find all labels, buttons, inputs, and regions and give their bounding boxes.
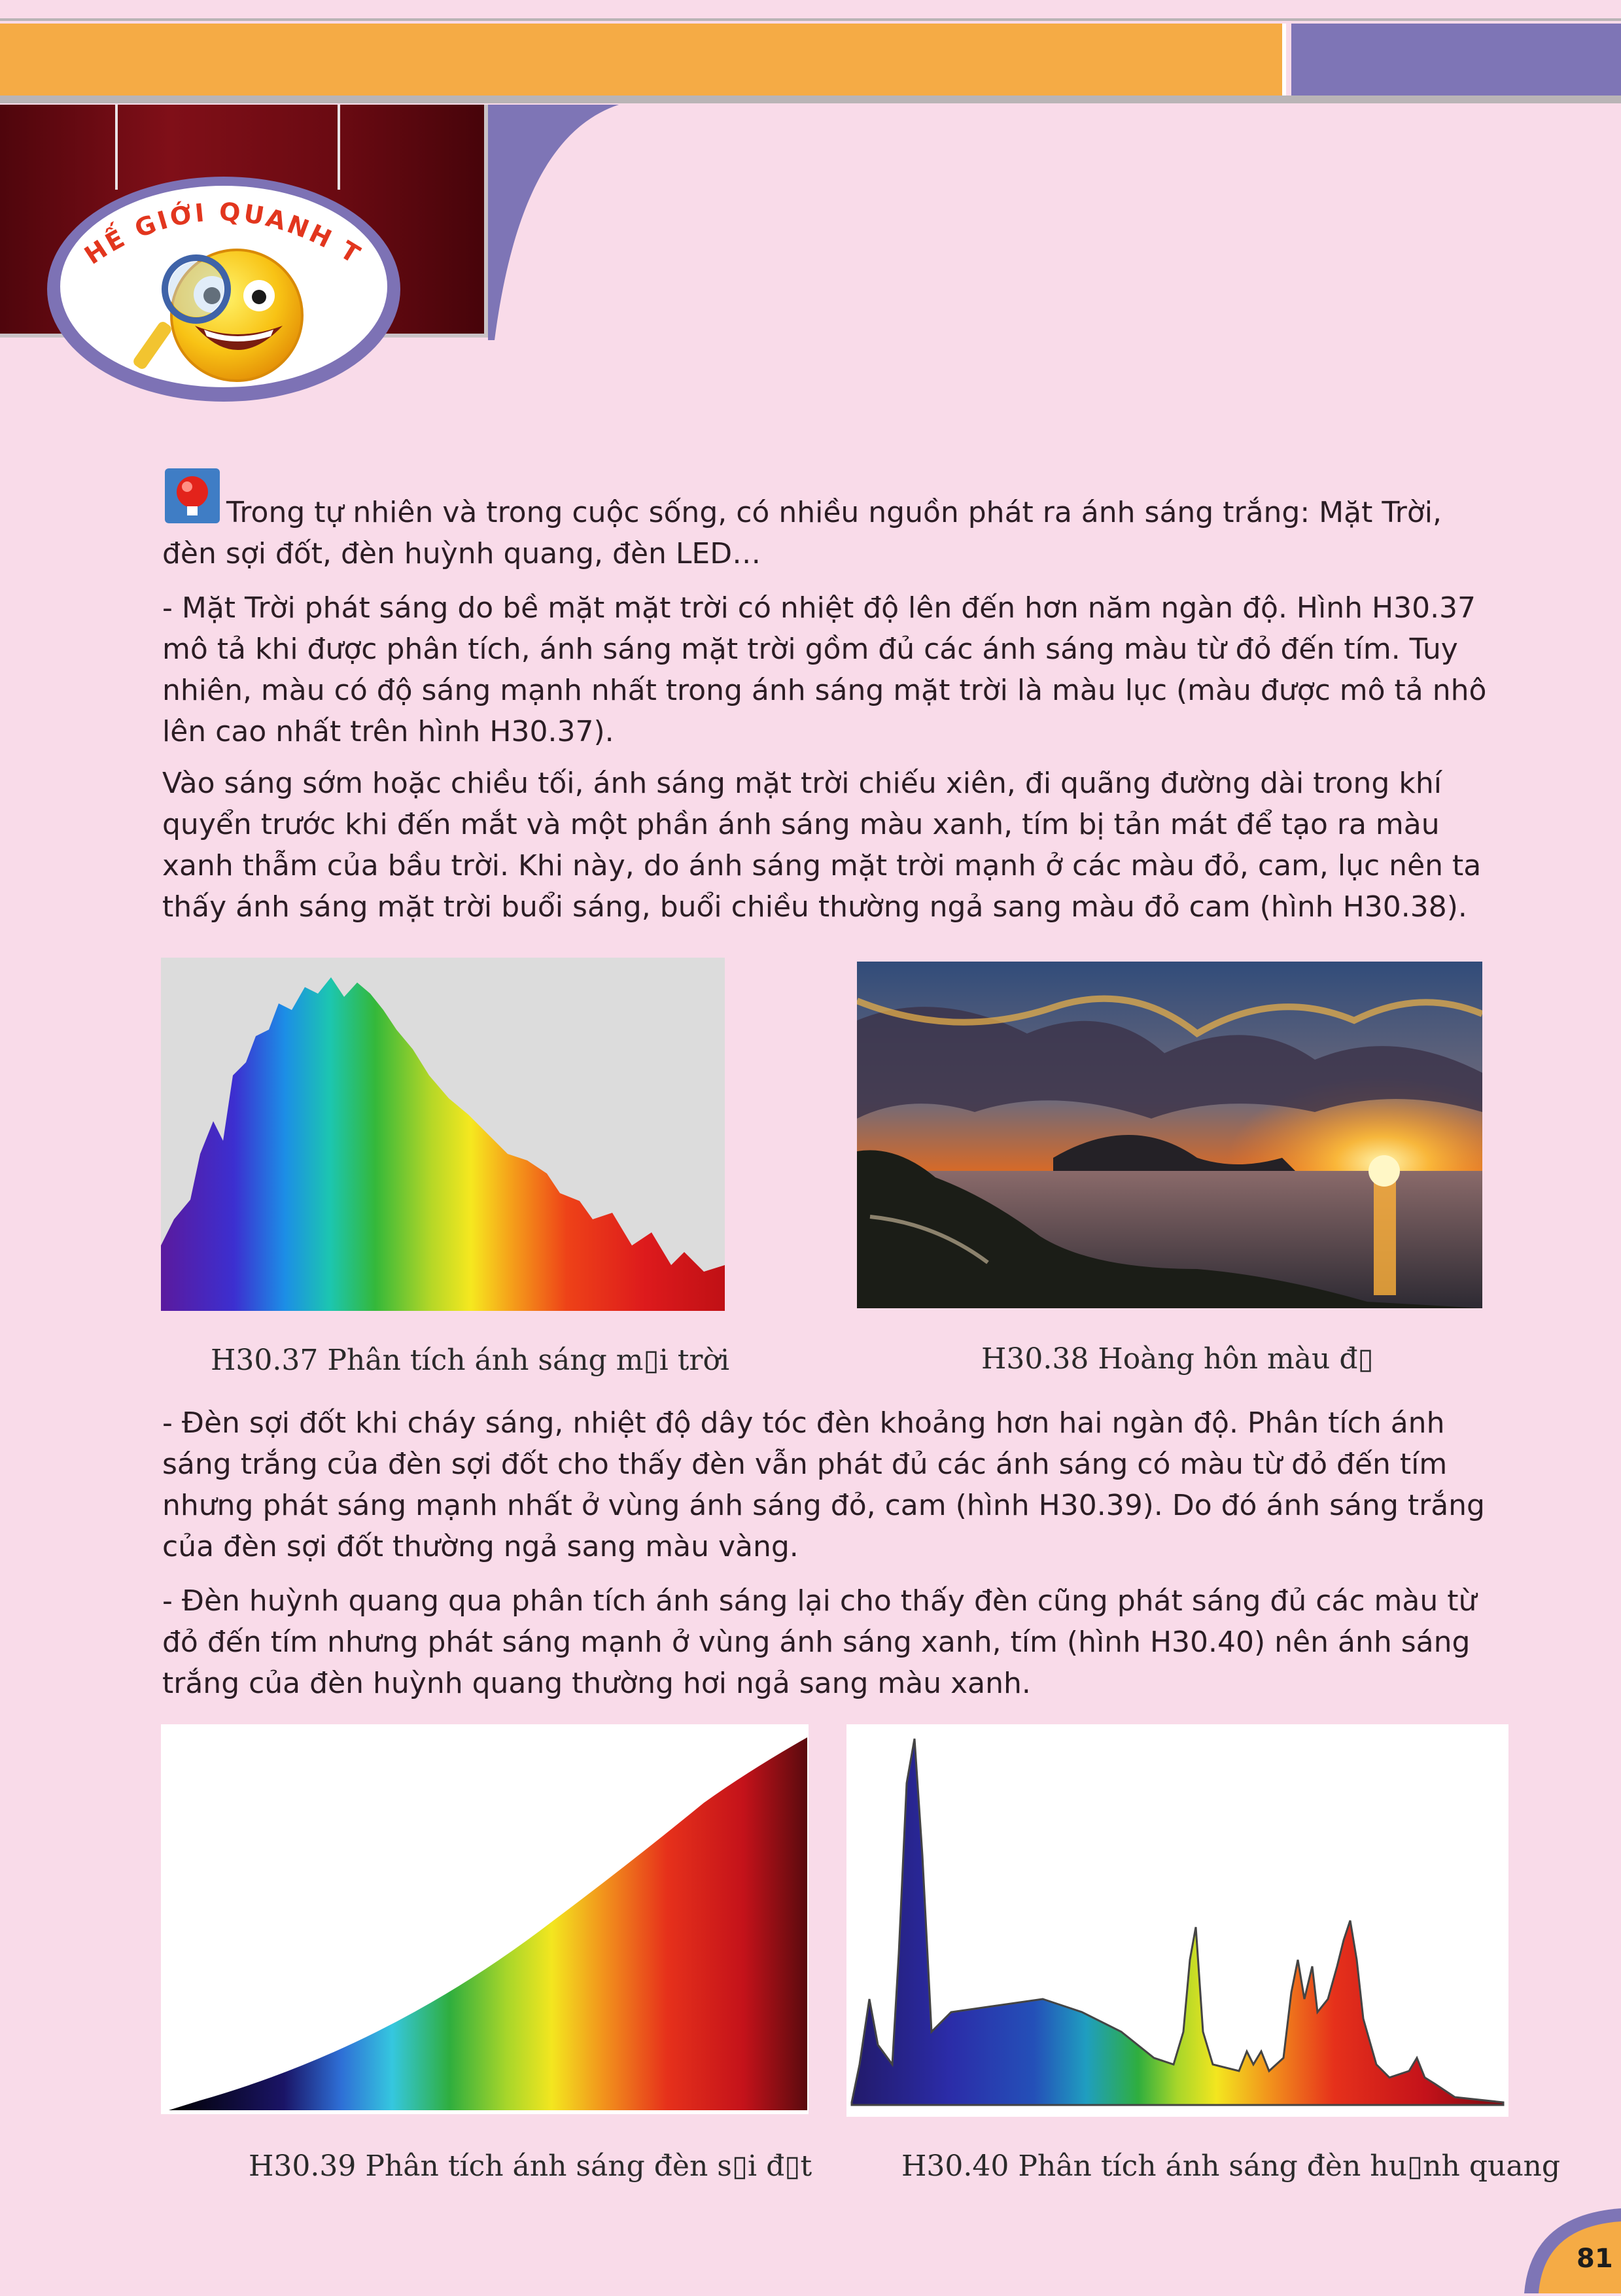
page-number: 81 [1577,2244,1613,2274]
caption-fig37: H30.37 Phân tích ánh sáng m▯i trời [211,1344,730,1377]
figure-incandescent-spectrum [161,1724,809,2114]
caption-fig38: H30.38 Hoàng hôn màu đ▯ [981,1342,1374,1376]
top-rule [0,18,1621,21]
paragraph-sunset: Vào sáng sớm hoặc chiều tối, ánh sáng mặt trời chiếu xiên, đi quãng đường dài trong khí quyển trước khi đến mắt và một phần ánh sáng màu xanh, tím bị tản mát để tạo ra màu xanh thẫm của bầu trời. Khi này, do ánh sáng mặt trời mạnh ở các màu đỏ, cam, lục nên ta thấy ánh sáng mặt trời buổi sáng, buổi chiều thường ngả sang màu đỏ cam (hình H30.38). [162,767,1482,924]
paragraph-sun: - Mặt Trời phát sáng do bề mặt mặt trời có nhiệt độ lên đến hơn năm ngàn độ. Hình H30.37 mô tả khi được phân tích, ánh sáng mặt trời gồm đủ các ánh sáng màu từ đỏ đến tím. Tuy nhiên, màu có độ sáng mạnh nhất trong ánh sáng mặt trời là màu lục (màu được mô tả nhô lên cao nhất trên hình H30.37). [162,591,1487,748]
header-orange-band [0,24,1286,96]
figure-sunset-photo [857,962,1482,1308]
paragraph-incandescent: - Đèn sợi đốt khi cháy sáng, nhiệt độ dây tóc đèn khoảng hơn hai ngàn độ. Phân tích ánh sáng trắng của đèn sợi đốt cho thấy đèn vẫn phát đủ các ánh sáng có màu từ đỏ đến tím nhưng phát sáng mạnh nhất ở vùng ánh sáng đỏ, cam (hình H30.39). Do đó ánh sáng trắng của đèn sợi đốt thường ngả sang màu vàng. [162,1406,1485,1563]
paragraph-fluorescent: - Đèn huỳnh quang qua phân tích ánh sáng lại cho thấy đèn cũng phát sáng đủ các màu từ đỏ đến tím nhưng phát sáng mạnh ở vùng ánh sáng xanh, tím (hình H30.40) nên ánh sáng trắng của đèn huỳnh quang thường hơi ngả sang màu xanh. [162,1584,1477,1700]
section-badge [41,171,407,407]
caption-fig39: H30.39 Phân tích ánh sáng đèn s▯i đ▯t [249,2149,812,2183]
caption-fig40: H30.40 Phân tích ánh sáng đèn hu▯nh quang [901,2149,1561,2183]
badge-title: HẾ GIỚI QUANH T [79,197,366,270]
header-violet-band [1291,24,1621,96]
violet-swoosh [488,105,645,340]
header-gray-strip [0,96,1621,103]
paragraph-intro: Trong tự nhiên và trong cuộc sống, có nhiều nguồn phát ra ánh sáng trắng: Mặt Trời, đèn sợi đốt, đèn huỳnh quang, đèn LED… [162,496,1442,570]
figure-sunlight-spectrum [161,958,725,1311]
figure-fluorescent-spectrum [846,1724,1508,2117]
